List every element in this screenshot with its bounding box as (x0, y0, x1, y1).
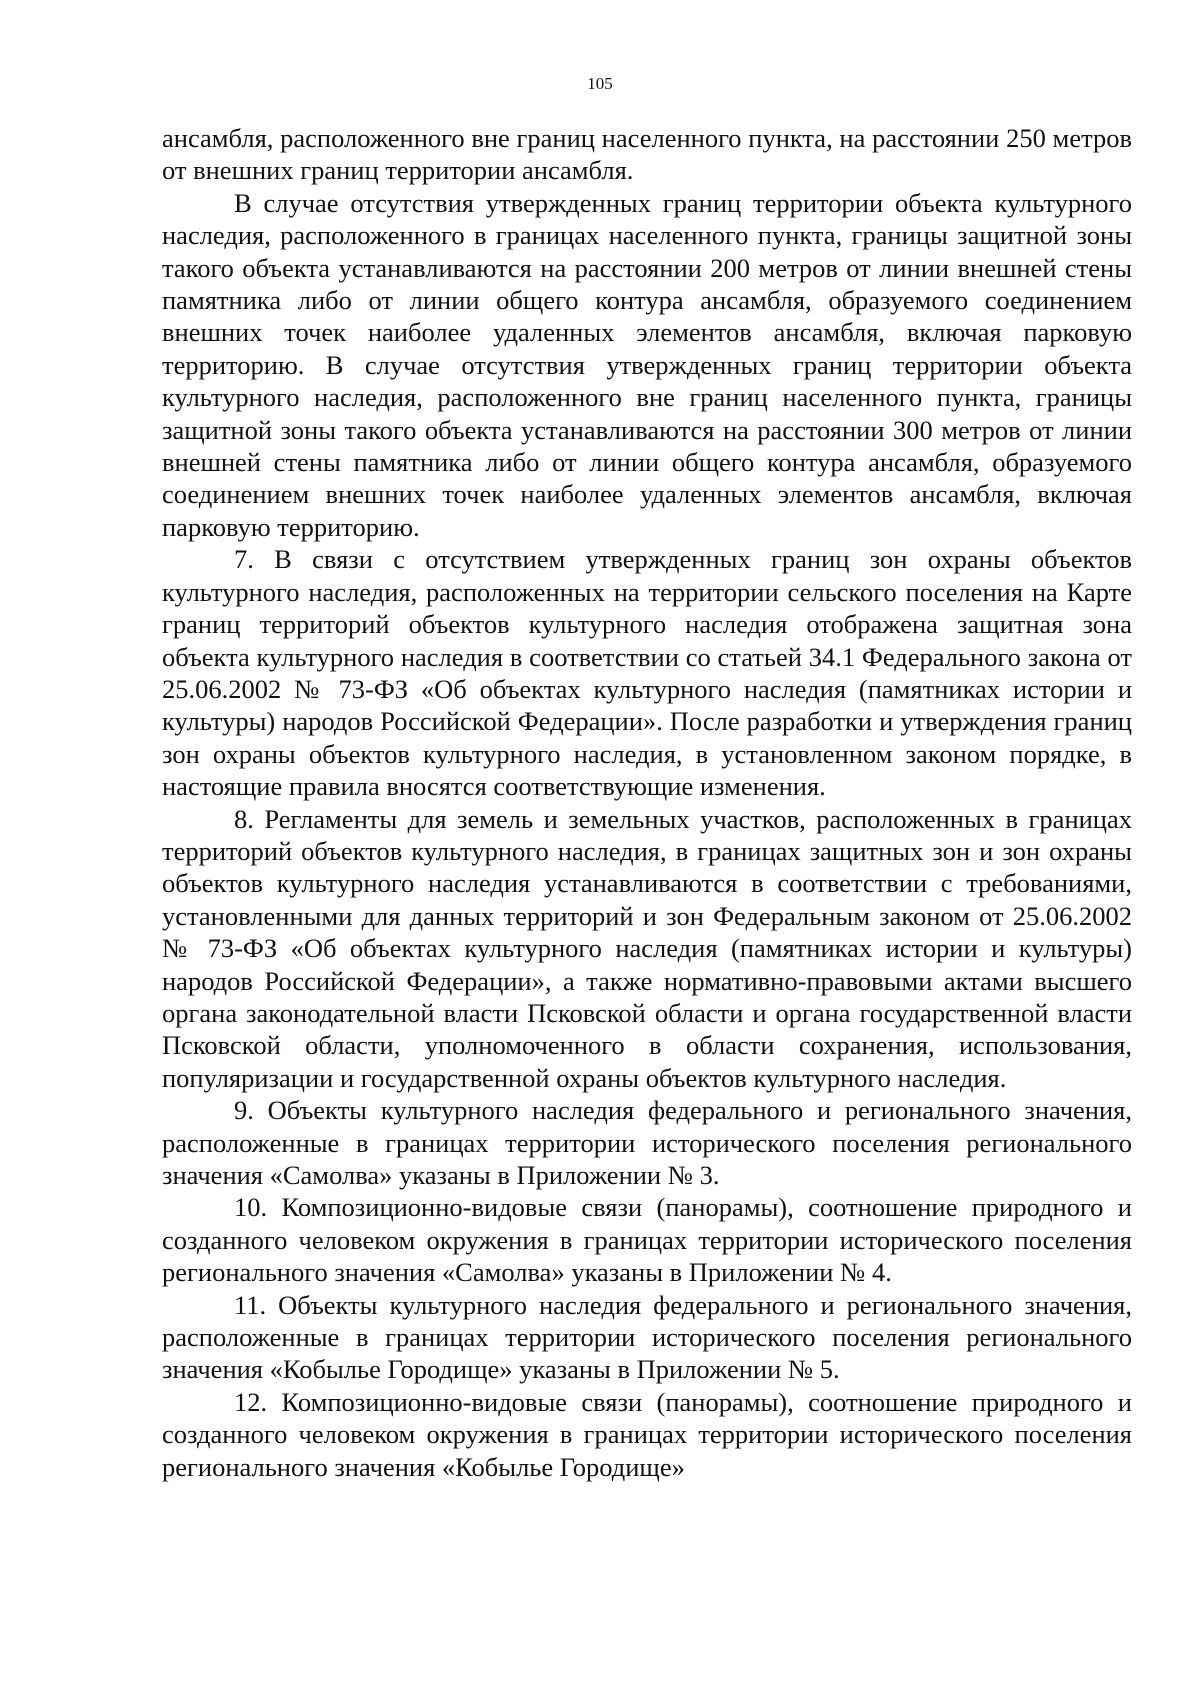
paragraph-item-11: 11. Объекты культурного наследия федерального и регионального значения, расположенные в границах территории исторического поселения регионального значения «Кобылье Городище» указаны в Приложении № 5. (162, 1289, 1132, 1385)
paragraph-item-9: 9. Объекты культурного наследия федерального и регионального значения, расположенные в границах территории исторического поселения регионального значения «Самолва» указаны в Приложении № 3. (162, 1095, 1132, 1190)
paragraph-item-8: 8. Регламенты для земель и земельных участков, расположенных в границах территорий объектов культурного наследия, в границах защитных зон и зон охраны объектов культурного наследия устанавливаются в соответствии с требованиями, установленными для данных территорий и зон Федеральным законом от 25.06.2002 № 73-ФЗ «Об объектах культурного наследия (памятниках истории и культуры) народов Российской Федерации», а также нормативно-правовыми актами высшего органа законодательной власти Псковской области и органа государственной власти Псковской области, уполномоченного в области сохранения, использования, популяризации и государственной охраны объектов культурного наследия. (162, 803, 1132, 1093)
paragraph-item-12: 12. Композиционно-видовые связи (панорамы), соотношение природного и созданного человеком окружения в границах территории исторического поселения регионального значения «Кобылье Городище» (162, 1386, 1132, 1482)
paragraph-item-7: 7. В связи с отсутствием утвержденных границ зон охраны объектов культурного наследия, расположенных на территории сельского поселения на Карте границ территорий объектов культурного наследия отображена защитная зона объекта культурного наследия в соответствии со статьей 34.1 Федерального закона от 25.06.2002 № 73-ФЗ «Об объектах культурного наследия (памятниках истории и культуры) народов Российской Федерации». После разработки и утверждения границ зон охраны объектов культурного наследия, в установленном законом порядке, в настоящие правила вносятся соответствующие изменения. (162, 544, 1132, 802)
paragraph-absent-boundaries: В случае отсутствия утвержденных границ территории объекта культурного наследия, расположенного в границах населенного пункта, границы защитной зоны такого объекта устанавливаются на расстоянии 200 метров от линии внешней стены памятника либо от линии общего контура ансамбля, образуемого соединением внешних точек наиболее удаленных элементов ансамбля, включая парковую территорию. В случае отсутствия утвержденных границ территории объекта культурного наследия, расположенного вне границ населенного пункта, границы защитной зоны такого объекта устанавливаются на расстоянии 300 метров от линии внешней стены памятника либо от линии общего контура ансамбля, образуемого соединением внешних точек наиболее удаленных элементов ансамбля, включая парковую территорию. (162, 187, 1132, 542)
document-body (162, 122, 1132, 1483)
page-number: 105 (587, 74, 613, 93)
paragraph-continuation: ансамбля, расположенного вне границ населенного пункта, на расстоянии 250 метров от внешних границ территории ансамбля. (162, 123, 1132, 186)
paragraph-item-10: 10. Композиционно-видовые связи (панорамы), соотношение природного и созданного человеком окружения в границах территории исторического поселения регионального значения «Самолва» указаны в Приложении № 4. (162, 1192, 1132, 1288)
